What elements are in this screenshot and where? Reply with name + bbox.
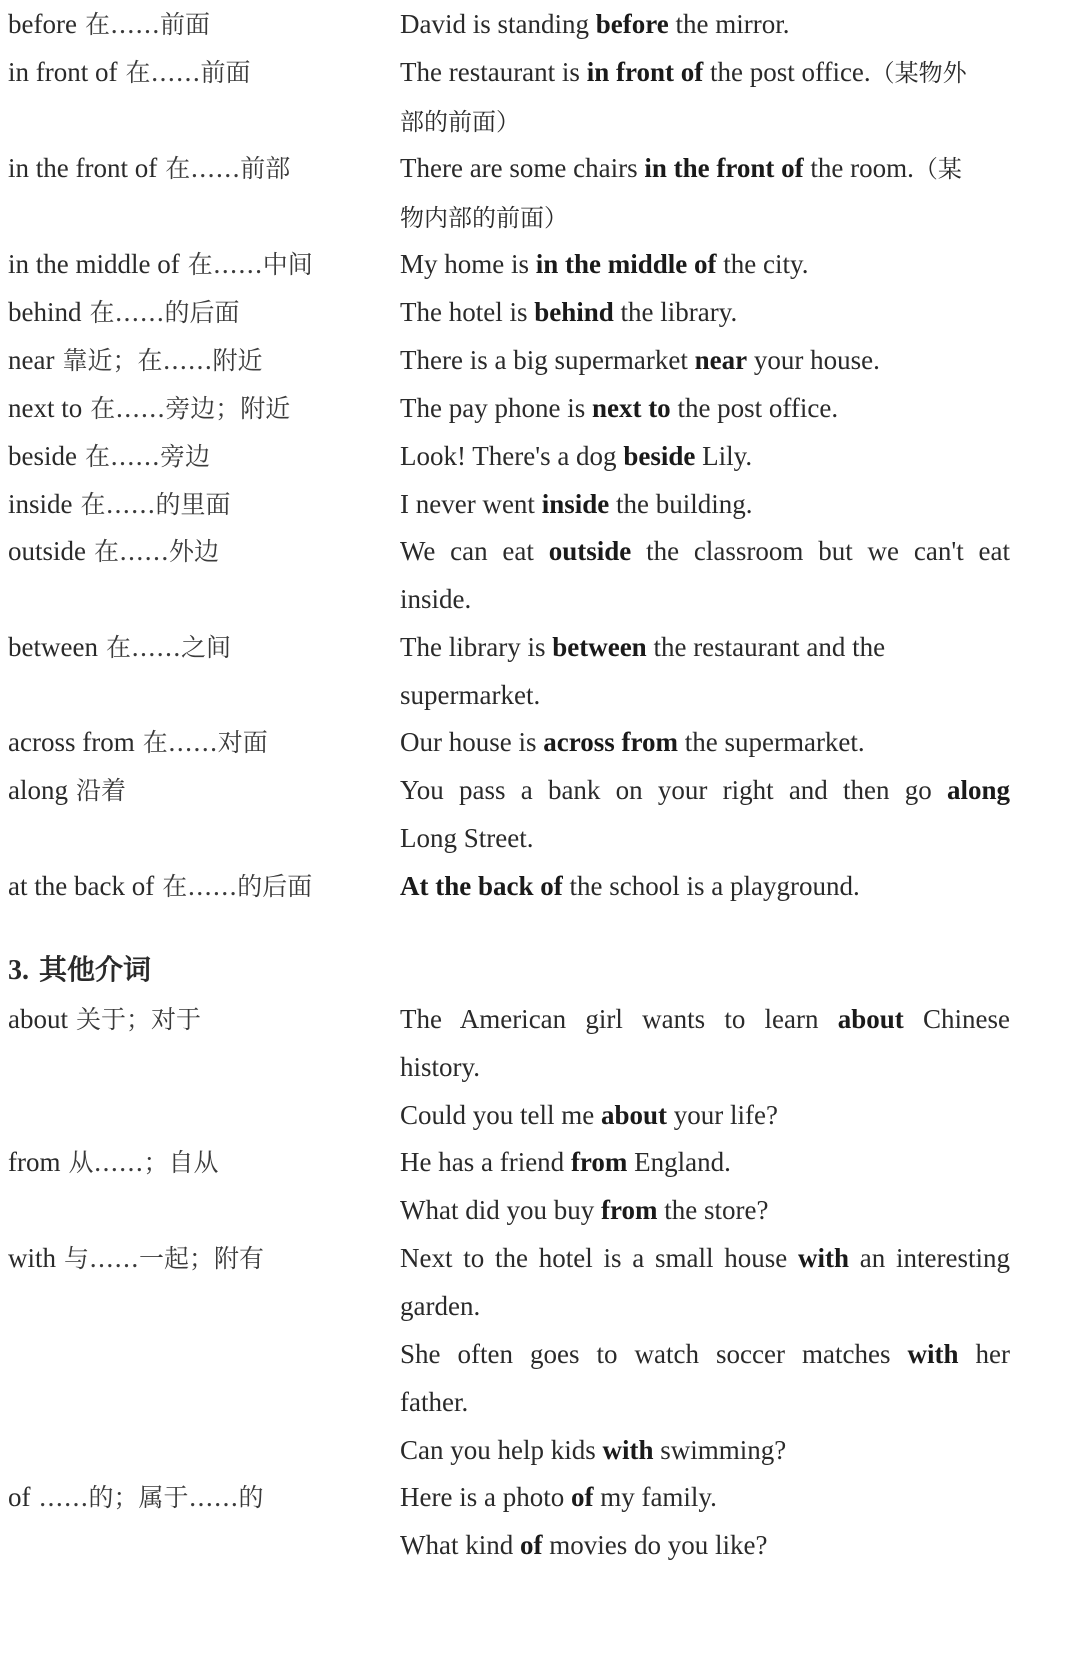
preposition-term (8, 432, 210, 481)
preposition-term (8, 240, 313, 289)
example-sentence (400, 0, 1010, 48)
example-keyword: of (570, 1482, 594, 1512)
example-text: swimming? (653, 1435, 787, 1465)
example-text: Our house is (400, 727, 544, 757)
example-text: the supermarket. (677, 727, 865, 757)
term-chinese: 在……之间 (105, 633, 231, 662)
preposition-term (8, 144, 290, 193)
example-line (400, 1138, 1010, 1186)
term-chinese: 关于；对于 (76, 1005, 202, 1034)
example-text: The hotel is (400, 297, 535, 327)
term-chinese: 与……一起；附有 (64, 1244, 265, 1273)
term-chinese: 在……前部 (165, 154, 291, 183)
example-text: history. (400, 1052, 480, 1082)
term-chinese: 在……前面 (84, 10, 210, 39)
example-text: the post office. (703, 57, 871, 87)
example-keyword: about (837, 1004, 904, 1034)
term-english: near (8, 345, 55, 375)
example-text: You pass a bank on your right and then go (400, 775, 947, 805)
preposition-term (8, 0, 210, 49)
example-text: What kind (400, 1530, 520, 1560)
example-line (400, 718, 1010, 766)
term-chinese: 在……旁边 (84, 442, 210, 471)
example-sentence (400, 766, 1010, 862)
example-text: England. (627, 1147, 731, 1177)
example-line (400, 384, 1010, 432)
example-text: My home is (400, 249, 536, 279)
example-text: Long Street. (400, 823, 534, 853)
example-line (400, 575, 1010, 623)
term-chinese: 在……外边 (94, 537, 220, 566)
example-line (400, 48, 1010, 97)
term-english: between (8, 632, 98, 662)
example-text: supermarket. (400, 680, 541, 710)
section-heading (8, 946, 151, 995)
example-text: the restaurant and the (646, 632, 886, 662)
section-title: 其他介词 (39, 953, 152, 986)
preposition-term (8, 527, 219, 576)
example-sentence (400, 1234, 1010, 1474)
example-keyword: before (595, 9, 669, 39)
term-chinese: 在……的后面 (89, 298, 240, 327)
example-sentence (400, 432, 1010, 480)
term-english: inside (8, 489, 73, 519)
example-text: Could you tell me (400, 1100, 601, 1130)
example-text: my family. (593, 1482, 717, 1512)
example-text: The library is (400, 632, 553, 662)
example-text: the classroom but we can't eat (631, 536, 1010, 566)
example-text: Next to the hotel is a small house (400, 1243, 798, 1273)
preposition-term (8, 623, 231, 672)
example-keyword: from (570, 1147, 628, 1177)
example-keyword: in front of (586, 57, 704, 87)
example-text: movies do you like? (542, 1530, 768, 1560)
term-english: behind (8, 297, 82, 327)
term-chinese: 沿着 (76, 776, 127, 805)
term-english: at the back of (8, 871, 155, 901)
example-line (400, 432, 1010, 480)
example-line (400, 1043, 1010, 1091)
term-chinese: ……的；属于……的 (38, 1483, 264, 1512)
example-sentence (400, 240, 1010, 288)
term-chinese: 在……旁边；附近 (90, 394, 291, 423)
example-line (400, 623, 1010, 671)
example-line (400, 0, 1010, 48)
preposition-term (8, 1138, 219, 1187)
example-keyword: between (552, 632, 647, 662)
example-sentence (400, 862, 1010, 910)
example-text: your house. (747, 345, 880, 375)
example-text: your life? (667, 1100, 778, 1130)
example-text: There is a big supermarket (400, 345, 695, 375)
example-line (400, 995, 1010, 1043)
example-sentence (400, 527, 1010, 623)
section-number: 3. (8, 955, 29, 986)
example-sentence (400, 144, 1010, 242)
example-line (400, 1330, 1010, 1378)
example-sentence (400, 718, 1010, 766)
example-text: the room. (803, 153, 914, 183)
example-text: Chinese (903, 1004, 1010, 1034)
term-english: before (8, 9, 77, 39)
term-english: about (8, 1004, 68, 1034)
example-line (400, 1521, 1010, 1569)
example-text: Look! There's a dog (400, 441, 624, 471)
example-keyword: from (600, 1195, 658, 1225)
example-keyword: across from (543, 727, 678, 757)
example-sentence (400, 336, 1010, 384)
example-keyword: with (907, 1339, 959, 1369)
example-line (400, 766, 1010, 814)
example-text: Can you help kids (400, 1435, 603, 1465)
term-chinese: 在……前面 (125, 58, 251, 87)
example-keyword: next to (591, 393, 671, 423)
example-keyword: in the middle of (535, 249, 717, 279)
example-text: the mirror. (668, 9, 790, 39)
example-note: 物内部的前面） (400, 204, 568, 232)
example-keyword: outside (548, 536, 632, 566)
example-line (400, 862, 1010, 910)
term-english: in the front of (8, 153, 158, 183)
term-english: in the middle of (8, 249, 180, 279)
term-chinese: 靠近；在……附近 (62, 346, 263, 375)
term-chinese: 在……的后面 (162, 872, 313, 901)
example-text: What did you buy (400, 1195, 601, 1225)
example-keyword: near (694, 345, 748, 375)
example-line (400, 1234, 1010, 1282)
example-text: There are some chairs (400, 153, 645, 183)
example-line (400, 1186, 1010, 1234)
preposition-term (8, 862, 312, 911)
example-line (400, 1091, 1010, 1139)
example-note: （某物外 (870, 59, 967, 87)
example-text: the store? (657, 1195, 769, 1225)
example-text: the building. (609, 489, 753, 519)
example-text: She often goes to watch soccer matches (400, 1339, 908, 1369)
example-note: （某 (913, 155, 962, 183)
example-line (400, 240, 1010, 288)
example-sentence (400, 384, 1010, 432)
example-line (400, 1426, 1010, 1474)
term-english: next to (8, 393, 83, 423)
preposition-term (8, 480, 231, 529)
preposition-term (8, 288, 240, 337)
example-line (400, 144, 1010, 193)
term-chinese: 在……中间 (187, 250, 313, 279)
example-sentence (400, 480, 1010, 528)
example-line (400, 288, 1010, 336)
term-chinese: 在……的里面 (80, 490, 231, 519)
example-text: We can eat (400, 536, 549, 566)
example-text: The restaurant is (400, 57, 587, 87)
example-keyword: inside (541, 489, 610, 519)
term-english: from (8, 1147, 61, 1177)
example-sentence (400, 995, 1010, 1139)
example-text: Lily. (695, 441, 753, 471)
example-text: Here is a photo (400, 1482, 571, 1512)
example-sentence (400, 48, 1010, 146)
example-keyword: in the front of (644, 153, 804, 183)
preposition-term (8, 384, 290, 433)
example-keyword: of (519, 1530, 543, 1560)
term-english: in front of (8, 57, 118, 87)
example-text: The American girl wants to learn (400, 1004, 838, 1034)
example-text: the city. (716, 249, 809, 279)
term-english: with (8, 1243, 57, 1273)
preposition-term (8, 995, 201, 1044)
example-text: I never went (400, 489, 542, 519)
term-english: along (8, 775, 68, 805)
example-note: 部的前面） (400, 108, 520, 136)
preposition-term (8, 1473, 264, 1522)
example-keyword: with (798, 1243, 850, 1273)
example-text: the school is a playground. (562, 871, 860, 901)
term-english: outside (8, 536, 86, 566)
example-keyword: behind (534, 297, 614, 327)
term-english: of (8, 1482, 31, 1512)
example-line (400, 480, 1010, 528)
example-sentence (400, 1138, 1010, 1234)
preposition-term (8, 48, 251, 97)
example-sentence (400, 623, 1010, 719)
term-english: across from (8, 727, 135, 757)
preposition-term (8, 718, 268, 767)
example-sentence (400, 1473, 1010, 1569)
example-keyword: beside (623, 441, 696, 471)
preposition-term (8, 766, 126, 815)
example-text: He has a friend (400, 1147, 571, 1177)
example-line (400, 193, 1010, 242)
example-text: the post office. (670, 393, 839, 423)
example-line (400, 336, 1010, 384)
example-keyword: with (602, 1435, 654, 1465)
example-text: her (958, 1339, 1010, 1369)
example-text: inside. (400, 584, 472, 614)
example-text: garden. (400, 1291, 481, 1321)
example-text: David is standing (400, 9, 596, 39)
example-line (400, 527, 1010, 575)
example-line (400, 814, 1010, 862)
example-sentence (400, 288, 1010, 336)
example-text: the library. (613, 297, 738, 327)
term-english: beside (8, 441, 77, 471)
example-line (400, 1378, 1010, 1426)
example-keyword: about (600, 1100, 668, 1130)
term-chinese: 在……对面 (142, 728, 268, 757)
example-text: The pay phone is (400, 393, 592, 423)
example-keyword: At the back of (400, 871, 563, 901)
preposition-term (8, 336, 262, 385)
example-line (400, 97, 1010, 146)
example-text: father. (400, 1387, 469, 1417)
example-text: an interesting (849, 1243, 1010, 1273)
example-line (400, 671, 1010, 719)
example-line (400, 1473, 1010, 1521)
example-line (400, 1282, 1010, 1330)
term-chinese: 从……；自从 (68, 1148, 219, 1177)
example-keyword: along (946, 775, 1010, 805)
preposition-term (8, 1234, 264, 1283)
